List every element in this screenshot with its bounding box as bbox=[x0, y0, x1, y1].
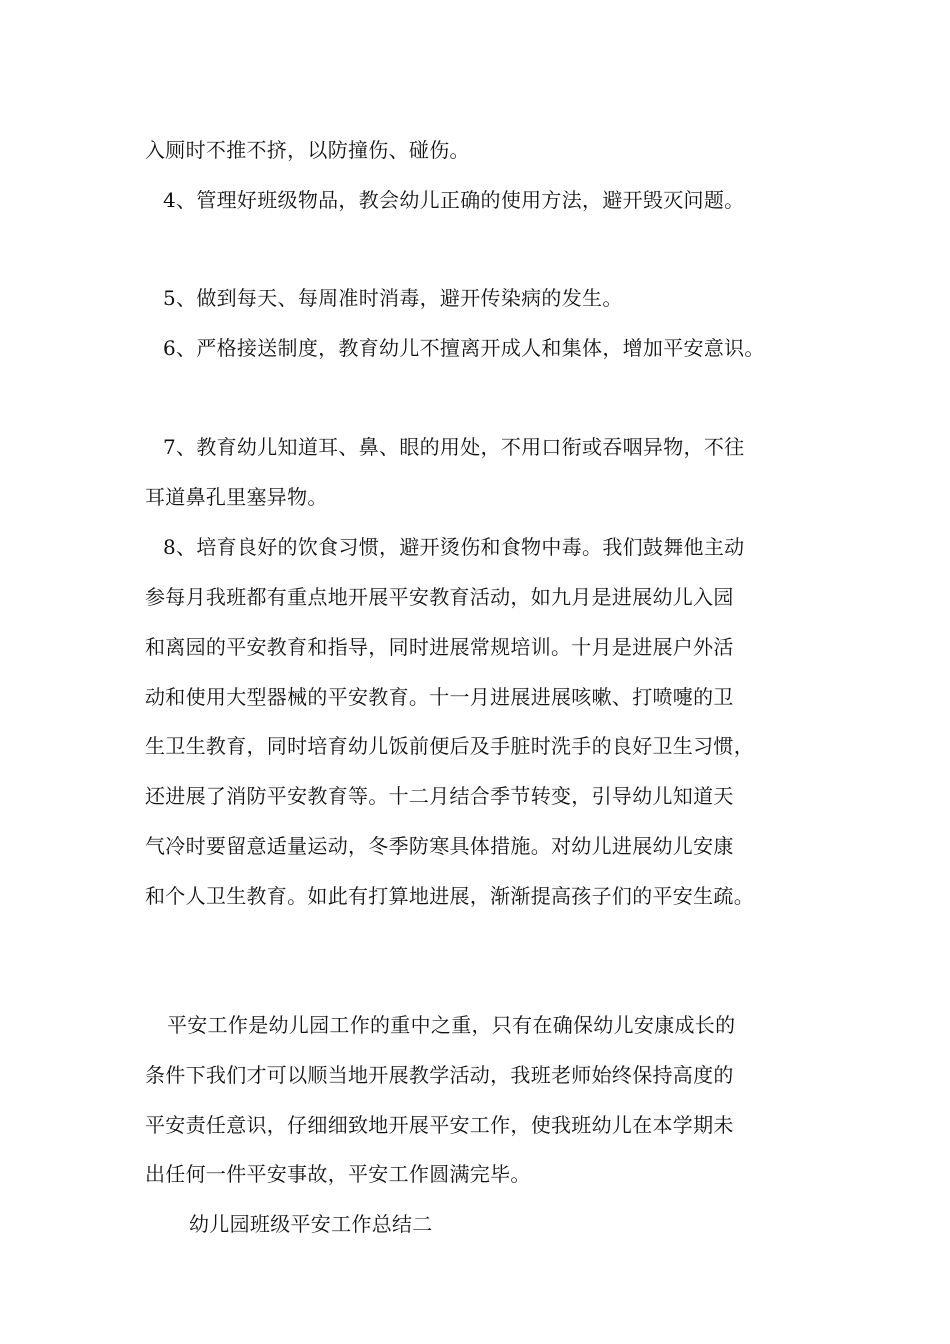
text-line-17: 平安责任意识，仔细细致地开展平安工作，使我班幼儿在本学期未 bbox=[145, 1113, 734, 1137]
text-line-1: 入厕时不推不挤，以防撞伤、碰伤。 bbox=[145, 138, 470, 162]
text-line-7: 8、培育良好的饮食习惯，避开烫伤和食物中毒。我们鼓舞他主动 bbox=[163, 535, 745, 559]
text-line-3: 5、做到每天、每周准时消毒，避开传染病的发生。 bbox=[163, 286, 623, 310]
section-heading: 幼儿园班级平安工作总结二 bbox=[189, 1212, 433, 1236]
text-line-11: 生卫生教育，同时培育幼儿饭前便后及手脏时洗手的良好卫生习惯， bbox=[145, 734, 754, 758]
text-line-16: 条件下我们才可以顺当地开展教学活动，我班老师始终保持高度的 bbox=[145, 1063, 734, 1087]
text-line-13: 气冷时要留意适量运动，冬季防寒具体措施。对幼儿进展幼儿安康 bbox=[145, 834, 734, 858]
text-line-5: 7、教育幼儿知道耳、鼻、眼的用处，不用口衔或吞咽异物，不往 bbox=[163, 435, 745, 459]
text-line-10: 动和使用大型器械的平安教育。十一月进展进展咳嗽、打喷嚏的卫 bbox=[145, 685, 734, 709]
text-line-4: 6、严格接送制度，教育幼儿不擅离开成人和集体，增加平安意识。 bbox=[163, 336, 765, 360]
text-line-15: 平安工作是幼儿园工作的重中之重，只有在确保幼儿安康成长的 bbox=[167, 1013, 736, 1037]
text-line-14: 和个人卫生教育。如此有打算地进展，渐渐提高孩子们的平安生疏。 bbox=[145, 884, 754, 908]
text-line-9: 和离园的平安教育和指导，同时进展常规培训。十月是进展户外活 bbox=[145, 635, 734, 659]
text-line-8: 参每月我班都有重点地开展平安教育活动，如九月是进展幼儿入园 bbox=[145, 585, 734, 609]
text-line-6: 耳道鼻孔里塞异物。 bbox=[145, 485, 328, 509]
text-line-18: 出任何一件平安事故，平安工作圆满完毕。 bbox=[145, 1162, 531, 1186]
text-line-12: 还进展了消防平安教育等。十二月结合季节转变，引导幼儿知道天 bbox=[145, 784, 734, 808]
text-line-2: 4、管理好班级物品，教会幼儿正确的使用方法，避开毁灭问题。 bbox=[163, 188, 745, 212]
